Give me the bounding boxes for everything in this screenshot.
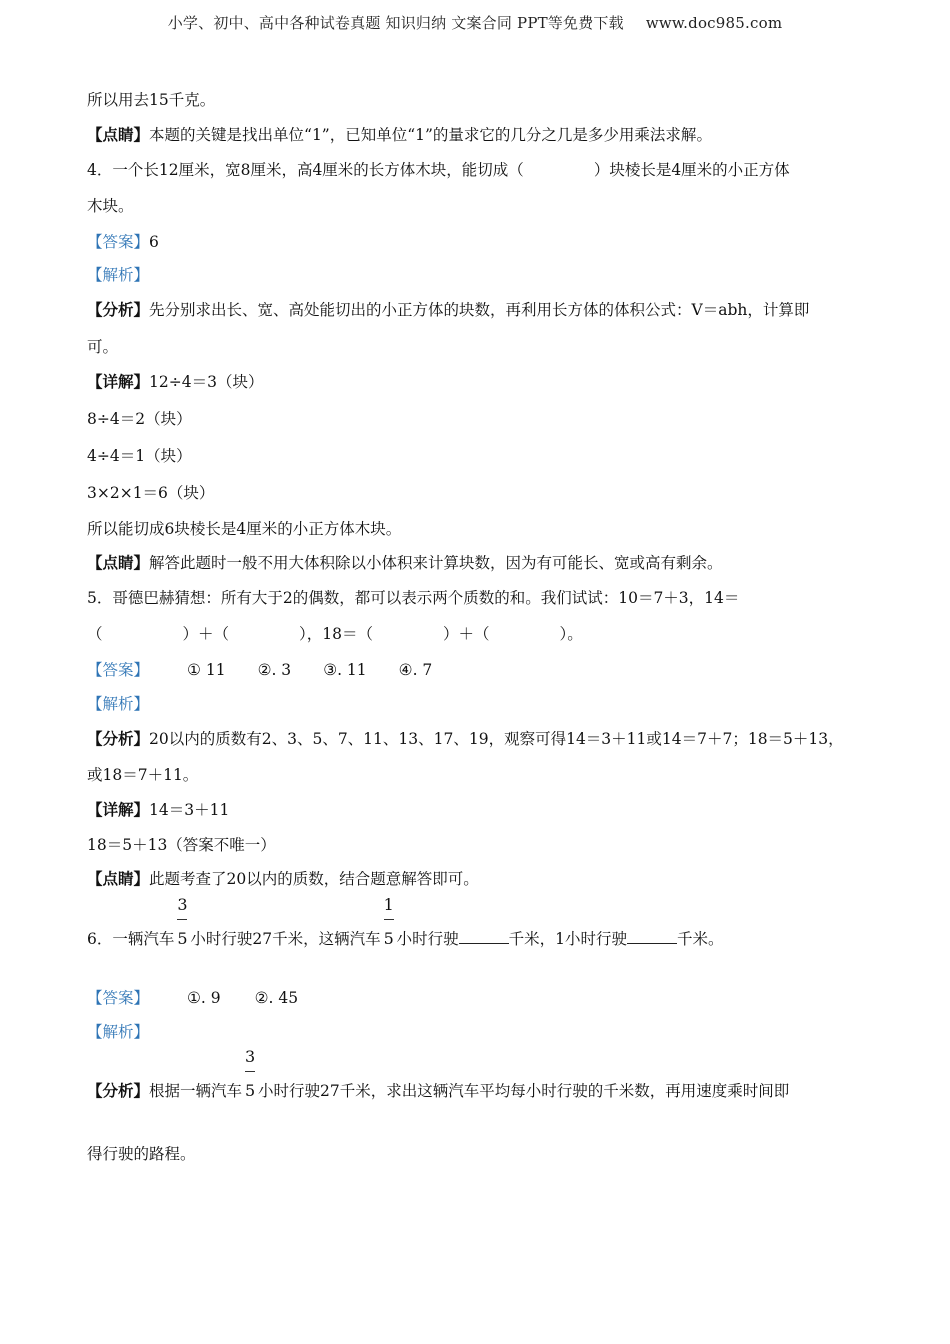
answer-value: ②. 3 [257,661,292,679]
answer-value: ③. 11 [323,661,367,679]
q4-detail [87,372,263,392]
q5-answer [87,660,432,680]
q6-analysis [87,1047,790,1101]
dianjing-text: 本题的关键是找出单位“1”，已知单位“1”的量求它的几分之几是多少用乘法求解。 [149,126,712,144]
fenxi-text: 根据一辆汽车 [149,1082,243,1100]
fraction [245,1047,256,1101]
xiangjie-text: 12÷4＝3（块） [149,373,264,391]
q4-text-a: 4．一个长12厘米，宽8厘米，高4厘米的长方体木块，能切成（ [87,161,524,179]
fenxi-text: 20以内的质数有2、3、5、7、11、13、17、19，观察可得14＝3＋11或14＝7＋7；18＝5＋13， [149,730,844,748]
answer-value: ④. 7 [398,661,433,679]
q5-analysis [87,729,844,749]
fenxi-tag: 【分析】 [87,300,150,319]
page-header [0,12,950,33]
fraction-denominator: 5 [383,929,394,948]
fenxi-text-2: 得行驶的路程。 [87,1145,196,1163]
jiexi-tag: 【解析】 [87,1023,150,1041]
jiexi-tag: 【解析】 [87,266,150,284]
q6-text-e: 千米。 [677,930,724,948]
dianjing-line [87,125,712,145]
q5-paren: （ [87,625,103,643]
xiangjie-tag: 【详解】 [87,372,150,391]
dianjing-tag: 【点睛】 [87,869,150,888]
fenxi-tag: 【分析】 [87,729,150,748]
fraction-numerator: 1 [383,895,394,914]
fraction-numerator: 3 [245,1047,256,1066]
header-site: www.doc985.com [645,14,783,32]
xiangjie-tag: 【详解】 [87,800,150,819]
q4-text-c: 木块。 [87,197,134,215]
xiangjie-line: 所以能切成6块棱长是4厘米的小正方体木块。 [87,520,402,538]
fraction-bar [384,919,394,920]
q5-dianjing [87,869,479,889]
q4-analysis [87,300,809,320]
fraction-denominator: 5 [177,929,188,948]
answer-value: ① 11 [187,661,226,679]
fraction-bar [177,919,187,920]
xiangjie-line: 3×2×1＝6（块） [87,484,215,502]
answer-blank [459,929,509,944]
q5-paren: ）。 [559,625,583,643]
q6-text-c: 小时行驶 [396,930,459,948]
dianjing-tag: 【点睛】 [87,125,150,144]
answer-value: ①. 9 [187,989,221,1007]
answer-blank [627,929,677,944]
question-6 [87,895,724,949]
fenxi-text: 先分别求出长、宽、高处能切出的小正方体的块数，再利用长方体的体积公式：V＝abh，计算即 [149,301,810,319]
q5-paren: ）＋（ [443,625,490,643]
answer-tag: 【答案】 [87,989,150,1007]
fraction-denominator: 5 [245,1081,256,1100]
fenxi-text-2: 可。 [87,338,119,356]
fraction [177,895,188,949]
answer-tag: 【答案】 [87,661,150,679]
answer-tag: 【答案】 [87,233,150,251]
dianjing-tag: 【点睛】 [87,553,150,572]
q5-blanks [87,624,583,644]
q5-paren: ）＋（ [182,625,230,643]
text-line: 所以用去15千克。 [87,91,216,109]
q6-text-a: 6．一辆汽车 [87,930,175,948]
jiexi-tag: 【解析】 [87,695,150,713]
xiangjie-line: 8÷4＝2（块） [87,410,192,428]
xiangjie-line: 4÷4＝1（块） [87,447,192,465]
q4-text-b: ）块棱长是4厘米的小正方体 [593,161,790,179]
fenxi-text: 小时行驶27千米，求出这辆汽车平均每小时行驶的千米数，再用速度乘时间即 [258,1082,790,1100]
q6-text-b: 小时行驶27千米，这辆汽车 [190,930,381,948]
xiangjie-text: 14＝3＋11 [149,801,230,819]
q5-paren: ），18＝（ [299,625,374,643]
question-4 [87,160,790,180]
fraction [383,895,394,949]
fenxi-text-2: 或18＝7＋11。 [87,766,199,784]
q4-answer [87,232,159,252]
dianjing-text: 此题考查了20以内的质数，结合题意解答即可。 [149,870,479,888]
q6-answer [87,988,298,1008]
answer-value: ②. 45 [254,989,299,1007]
question-5: 5．哥德巴赫猜想：所有大于2的偶数，都可以表示两个质数的和。我们试试：10＝7＋3，14＝ [87,589,740,607]
q5-detail [87,800,229,820]
q4-dianjing [87,553,723,573]
q6-text-d: 千米，1小时行驶 [508,930,627,948]
fraction-bar [245,1071,255,1072]
fenxi-tag: 【分析】 [87,1081,150,1100]
fraction-numerator: 3 [177,895,188,914]
dianjing-text: 解答此题时一般不用大体积除以小体积来计算块数，因为有可能长、宽或高有剩余。 [149,554,723,572]
answer-value: 6 [149,233,159,251]
xiangjie-line: 18＝5＋13（答案不唯一） [87,836,276,854]
header-text: 小学、初中、高中各种试卷真题 知识归纳 文案合同 PPT等免费下载 [167,14,624,32]
